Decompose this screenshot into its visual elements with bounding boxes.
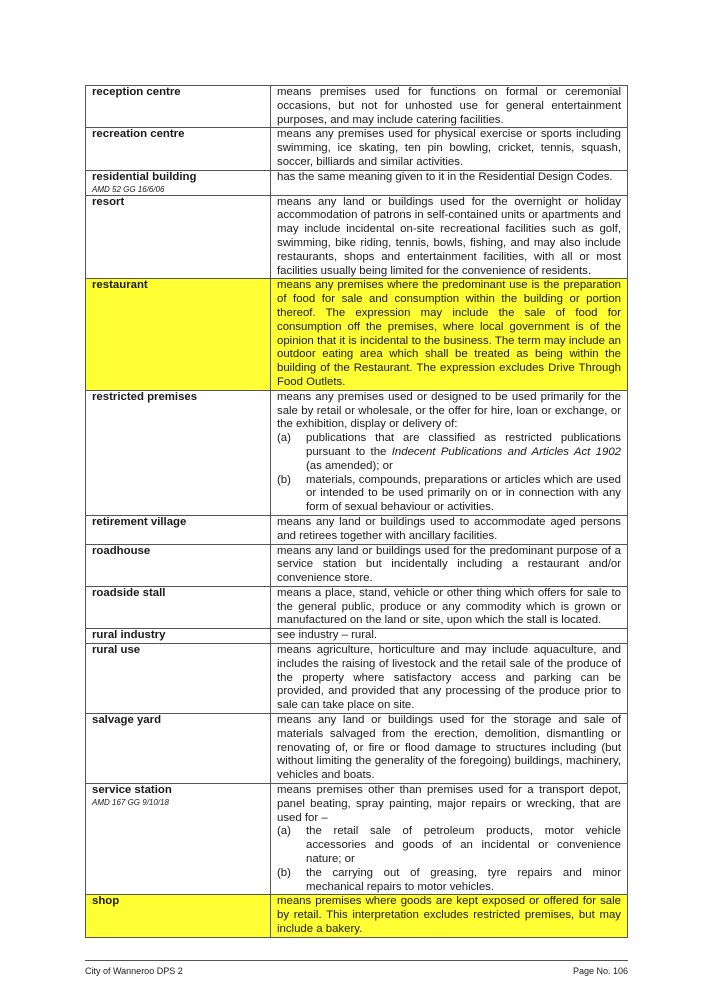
definition-term: reception centre	[92, 86, 181, 98]
definition-row	[86, 128, 628, 170]
definition-text: means any land or buildings used for the predominant purpose of a service station but incidentally including a restaurant and/or convenience store.	[277, 544, 621, 585]
subitem-text: the carrying out of greasing, tyre repairs and minor mechanical repairs to motor vehicles.	[306, 866, 621, 893]
definition-term-cell	[86, 895, 271, 937]
definition-text-cell	[271, 195, 628, 279]
definition-term-cell	[86, 544, 271, 586]
definition-term: restaurant	[92, 279, 148, 292]
definition-term: recreation centre	[92, 128, 185, 141]
definition-text: means any premises where the predominant use is the preparation of food for sale and consumption within the building or portion thereof. The expression may include the sale of food for consumption off the premises, where local government is of the opinion that it is incidental to the business. The term may include an outdoor eating area which shall be treated as being within the building of the Restaurant. The expression excludes Drive Through Food Outlets.	[277, 279, 621, 388]
definition-sublist	[277, 825, 621, 894]
definition-term: residential building	[92, 170, 197, 183]
definition-term: retirement village	[92, 515, 187, 528]
definition-row	[86, 629, 628, 644]
definition-term-cell	[86, 714, 271, 784]
definition-text: means agriculture, horticulture and may include aquaculture, and includes the raising of livestock and the retail sale of the produce of the property where satisfactory access and parking can be provided, and provided that any processing of the produce prior to sale can take place on site.	[277, 644, 621, 712]
definition-subitem	[277, 432, 621, 473]
definition-text: has the same meaning given to it in the Residential Design Codes.	[277, 170, 613, 183]
definition-term-cell	[86, 784, 271, 895]
definition-row	[86, 195, 628, 279]
definition-term-cell	[86, 279, 271, 390]
subitem-label: (a)	[277, 432, 291, 445]
definition-row	[86, 515, 628, 544]
definition-term: rural industry	[92, 629, 166, 642]
definition-term: service station	[92, 784, 172, 797]
definition-text: means any land or buildings used for the overnight or holiday accommodation of patrons in self-contained units or apartments and may include incidental on-site recreational facilities such as golf, swimming, bike riding, tennis, bowls, fishing, and may also include restaurants, shops and entertainment facilities, with all or most facilities usually being limited for the convenience of residents.	[277, 195, 621, 277]
definition-text-cell	[271, 128, 628, 170]
definition-text: means any land or buildings used for the storage and sale of materials salvaged from the erection, demolition, dismantling or renovating of, or fire or flood damage to structures including (but without limiting the generality of the foregoing) buildings, machinery, vehicles and boats.	[277, 714, 621, 782]
definition-row	[86, 170, 628, 195]
definition-row	[86, 714, 628, 784]
definition-term-cell	[86, 515, 271, 544]
definition-text-cell	[271, 390, 628, 515]
definitions-body	[86, 86, 628, 938]
definition-text-cell	[271, 714, 628, 784]
definition-text: means any premises used for physical exercise or sports including swimming, ice skating, ten pin bowling, cricket, tennis, squash, soccer, billiards and similar activities.	[277, 128, 621, 168]
definition-text: means premises where goods are kept exposed or offered for sale by retail. This interpretation excludes restricted premises, but may include a bakery.	[277, 895, 621, 936]
definition-row	[86, 895, 628, 937]
definition-term: resort	[92, 195, 125, 208]
definition-term-cell	[86, 170, 271, 195]
definition-subitem	[277, 474, 621, 515]
definition-subitem	[277, 867, 621, 895]
definition-text-cell	[271, 279, 628, 390]
definition-term-cell	[86, 629, 271, 644]
definition-term-cell	[86, 86, 271, 128]
definition-term: roadside stall	[92, 586, 166, 599]
definition-term: salvage yard	[92, 714, 162, 727]
definition-text: means premises used for functions on formal or ceremonial occasions, but not for unhosted use for general entertainment purposes, and may include catering facilities.	[277, 86, 621, 126]
definition-term-cell	[86, 390, 271, 515]
definition-text-cell	[271, 644, 628, 714]
definition-text: means premises other than premises used for a transport depot, panel beating, spray painting, major repairs or wrecking, that are used for –	[277, 784, 621, 824]
definition-text: means any land or buildings used to accommodate aged persons and retirees together with ancillary facilities.	[277, 515, 621, 542]
definition-text-cell	[271, 544, 628, 586]
definition-term-cell	[86, 128, 271, 170]
definition-term-cell	[86, 586, 271, 628]
definition-row	[86, 644, 628, 714]
definition-term: shop	[92, 895, 120, 908]
definition-text-cell	[271, 170, 628, 195]
definition-text: see industry – rural.	[277, 629, 378, 642]
subitem-label: (b)	[277, 473, 291, 486]
footer-page-number: Page No. 106	[572, 966, 628, 976]
definition-row	[86, 544, 628, 586]
subitem-text: the retail sale of petroleum products, motor vehicle accessories and goods of an incidental or convenience nature; or	[306, 825, 621, 866]
definition-text-cell	[271, 895, 628, 937]
definition-row	[86, 586, 628, 628]
definition-sublist	[277, 432, 621, 515]
act-title: Indecent Publications and Articles Act 1902	[391, 445, 622, 458]
definition-text-cell	[271, 629, 628, 644]
definition-row	[86, 390, 628, 515]
subitem-text-tail: (as amended); or	[306, 459, 393, 472]
definition-text: means any premises used or designed to be used primarily for the sale by retail or wholesale, or the offer for hire, loan or exchange, or the exhibition, display or delivery of:	[277, 390, 621, 431]
subitem-text: materials, compounds, preparations or articles which are used or intended to be used primarily on or in connection with any form of sexual behaviour or activities.	[306, 473, 621, 514]
definition-term: restricted premises	[92, 390, 198, 403]
definition-term: roadhouse	[92, 544, 151, 557]
subitem-text: publications that are classified as restricted publications pursuant to the	[306, 432, 621, 458]
footer-divider	[85, 960, 628, 961]
subitem-label: (b)	[277, 866, 291, 879]
definition-subitem	[277, 825, 621, 866]
definition-text: means a place, stand, vehicle or other thing which offers for sale to the general public, produce or any commodity which is grown or manufactured on the land or site, upon which the stall is located.	[277, 586, 621, 627]
definition-row	[86, 86, 628, 128]
definition-term-cell	[86, 195, 271, 279]
footer-document-title: City of Wanneroo DPS 2	[85, 966, 183, 976]
definition-row	[86, 279, 628, 390]
definitions-table	[85, 85, 628, 938]
amendment-note: AMD 167 GG 9/10/18	[92, 797, 169, 807]
definition-text-cell	[271, 86, 628, 128]
definition-term: rural use	[92, 644, 141, 657]
definition-text-cell	[271, 515, 628, 544]
subitem-label: (a)	[277, 825, 291, 838]
definition-text-cell	[271, 586, 628, 628]
definition-text-cell	[271, 784, 628, 895]
amendment-note: AMD 52 GG 16/6/06	[92, 184, 165, 194]
definition-row	[86, 784, 628, 895]
definition-term-cell	[86, 644, 271, 714]
